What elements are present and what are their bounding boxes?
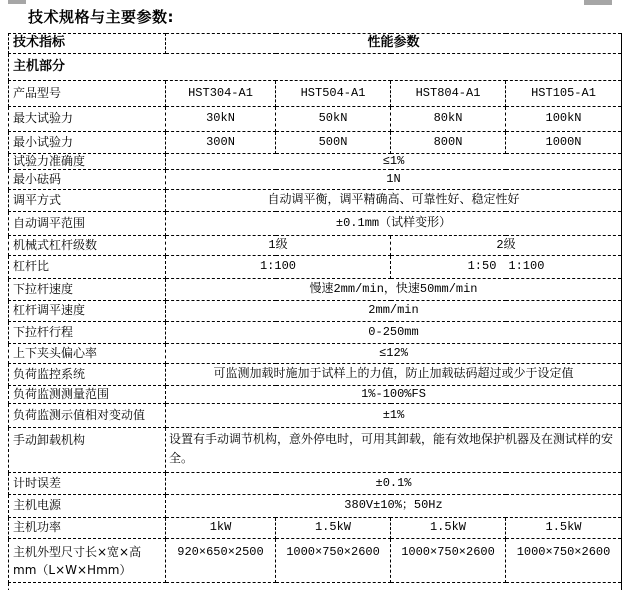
row-label: 最小试验力	[9, 132, 166, 154]
row-label: 调平方式	[9, 190, 166, 212]
cell-value: 1000N	[506, 132, 622, 154]
cell-value: HST304-A1	[166, 81, 276, 107]
table-row	[9, 154, 622, 170]
table-row-partial	[9, 583, 622, 590]
table-row	[9, 256, 622, 279]
table-row	[9, 364, 622, 386]
cell-value: 800N	[391, 132, 506, 154]
cell-value: 500N	[276, 132, 391, 154]
row-label	[9, 539, 166, 583]
cell-value: 1:50 1:100	[391, 256, 622, 279]
row-label-line2: mm（L×W×Hmm）	[13, 563, 132, 577]
cell-value: 920×650×2500	[166, 539, 276, 583]
row-label: 手动卸载机构	[9, 428, 166, 473]
table-row	[9, 236, 622, 256]
spec-table	[8, 33, 622, 590]
row-label: 机械式杠杆级数	[9, 236, 166, 256]
cell-value: 1.5kW	[276, 518, 391, 539]
row-label: 自动调平范围	[9, 212, 166, 236]
row-label: 上下夹头偏心率	[9, 344, 166, 364]
cell-value: 设置有手动调节机构，意外停电时，可用其卸载，能有效地保护机器及在测试样的安全。	[166, 428, 622, 473]
cell-value: 1N	[166, 170, 622, 190]
cell-value: 1.5kW	[391, 518, 506, 539]
cell-value: 80kN	[391, 107, 506, 132]
row-label: 杠杆调平速度	[9, 301, 166, 322]
table-row	[9, 386, 622, 404]
cell-value: 0-250mm	[166, 322, 622, 344]
section-row	[9, 54, 622, 81]
row-label: 负荷监测测量范围	[9, 386, 166, 404]
table-row	[9, 428, 622, 473]
table-row	[9, 190, 622, 212]
cell-value: HST504-A1	[276, 81, 391, 107]
cell-value: 可监测加载时施加于试样上的力值，防止加载砝码超过或少于设定值	[166, 364, 622, 386]
cell-value: 1000×750×2600	[276, 539, 391, 583]
cell-value: ±1%	[166, 404, 622, 428]
cell-value: HST804-A1	[391, 81, 506, 107]
cell-value: 慢速2mm/min，快速50mm/min	[166, 279, 622, 301]
cell-value: 380V±10%；50Hz	[166, 495, 622, 518]
page-title: 技术规格与主要参数:	[28, 8, 174, 26]
cropped-ui-fragment-left	[8, 0, 26, 4]
row-label: 负荷监测示值相对变动值	[9, 404, 166, 428]
table-row	[9, 322, 622, 344]
table-row	[9, 212, 622, 236]
column-header-indicator: 技术指标	[9, 34, 166, 54]
cell-value: 1000×750×2600	[506, 539, 622, 583]
table-row	[9, 132, 622, 154]
row-label: 负荷监控系统	[9, 364, 166, 386]
row-label: 主机电源	[9, 495, 166, 518]
cropped-ui-fragment-right	[584, 0, 612, 5]
column-header-parameters: 性能参数	[166, 34, 622, 54]
cell-value: 300N	[166, 132, 276, 154]
row-label: 下拉杆行程	[9, 322, 166, 344]
cell-value: 100kN	[506, 107, 622, 132]
cell-value: 1级	[166, 236, 391, 256]
cell-value: 自动调平衡，调平精确高、可靠性好、稳定性好	[166, 190, 622, 212]
row-label-line1: 主机外型尺寸长×宽×高	[13, 545, 142, 559]
cell-value: 1.5kW	[506, 518, 622, 539]
cell-value: 1%-100%FS	[166, 386, 622, 404]
cell-value: ±0.1mm（试样变形）	[166, 212, 622, 236]
table-row	[9, 539, 622, 583]
row-label: 杠杆比	[9, 256, 166, 279]
row-label: 主机功率	[9, 518, 166, 539]
table-row	[9, 473, 622, 495]
cell-value: 2级	[391, 236, 622, 256]
row-label: 最大试验力	[9, 107, 166, 132]
row-label: 下拉杆速度	[9, 279, 166, 301]
table-row	[9, 170, 622, 190]
cell-value: 1000×750×2600	[391, 539, 506, 583]
cell-value: ≤1%	[166, 154, 622, 170]
table-row	[9, 495, 622, 518]
table-row	[9, 107, 622, 132]
row-label: 产品型号	[9, 81, 166, 107]
cell-value: 50kN	[276, 107, 391, 132]
cell-value: 1kW	[166, 518, 276, 539]
row-label: 试验力准确度	[9, 154, 166, 170]
table-row	[9, 518, 622, 539]
cell-value: ±0.1%	[166, 473, 622, 495]
empty-cell	[9, 583, 622, 590]
cell-value: ≤12%	[166, 344, 622, 364]
row-label: 计时误差	[9, 473, 166, 495]
table-row	[9, 279, 622, 301]
table-row	[9, 301, 622, 322]
row-label: 最小砝码	[9, 170, 166, 190]
cell-value: 30kN	[166, 107, 276, 132]
cell-value: HST105-A1	[506, 81, 622, 107]
table-row	[9, 344, 622, 364]
table-row	[9, 81, 622, 107]
cell-value: 1:100	[166, 256, 391, 279]
spec-table-container	[8, 33, 622, 590]
table-row	[9, 404, 622, 428]
header-row	[9, 34, 622, 54]
section-header: 主机部分	[9, 54, 622, 81]
cell-value: 2mm/min	[166, 301, 622, 322]
